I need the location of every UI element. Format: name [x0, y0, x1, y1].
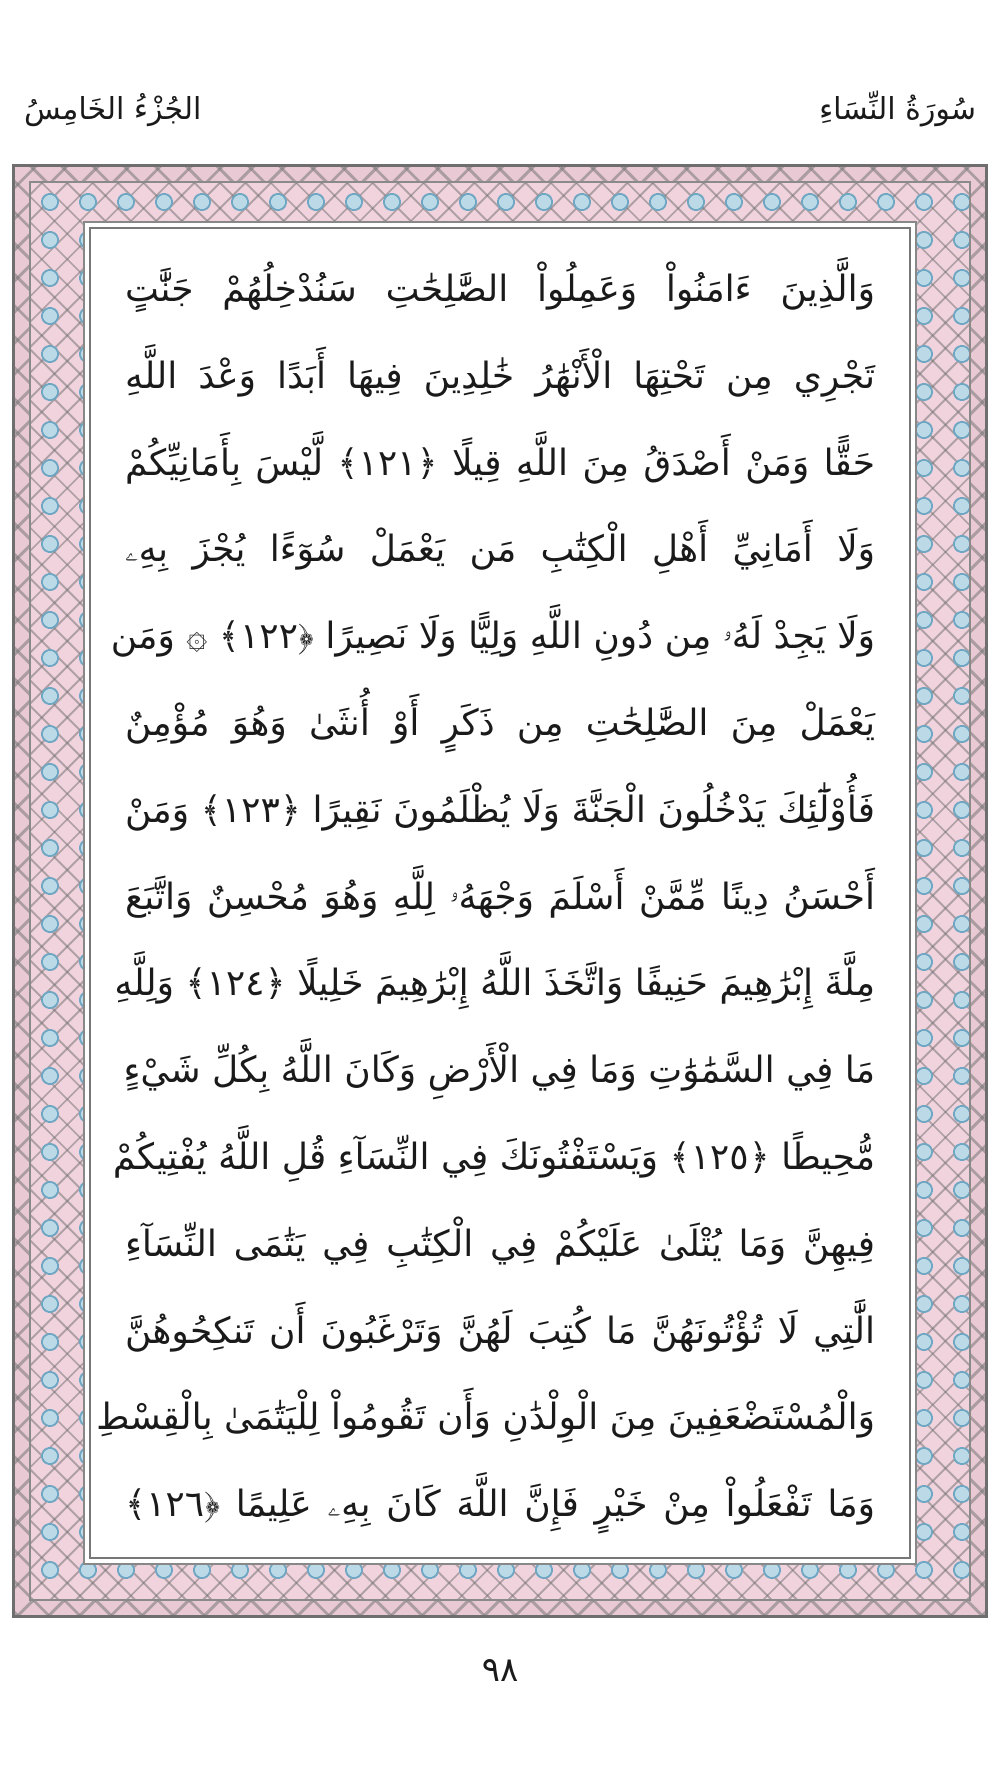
text-line-1: وَالَّذِينَ ءَامَنُواْ وَعَمِلُواْ الصَّٰلِحَٰتِ سَنُدْخِلُهُمْ جَنَّٰتٍ — [125, 269, 875, 310]
text-line-12: فِيهِنَّ وَمَا يُتْلَىٰ عَلَيْكُمْ فِي الْكِتَٰبِ فِي يَتَٰمَى النِّسَآءِ — [125, 1223, 875, 1265]
text-line-4: وَلَا أَمَانِيِّ أَهْلِ الْكِتَٰبِ مَن يَعْمَلْ سُوٓءًا يُجْزَ بِهِۦ — [125, 529, 875, 571]
text-line-7: فَأُوْلَٰٓئِكَ يَدْخُلُونَ الْجَنَّةَ وَلَا يُظْلَمُونَ نَقِيرًا ﴿١٢٣﴾ وَمَنْ — [125, 789, 875, 831]
quran-text-panel — [89, 227, 911, 1559]
text-line-11: مُّحِيطًا ﴿١٢٥﴾ وَيَسْتَفْتُونَكَ فِي النِّسَآءِ قُلِ اللَّهُ يُفْتِيكُمْ — [112, 1136, 875, 1178]
text-line-5: وَلَا يَجِدْ لَهُۥ مِن دُونِ اللَّهِ وَلِيًّا وَلَا نَصِيرًا ﴿١٢٢﴾ ۞ وَمَن — [110, 616, 875, 658]
text-line-9: مِلَّةَ إِبْرَٰهِيمَ حَنِيفًا وَاتَّخَذَ اللَّهُ إِبْرَٰهِيمَ خَلِيلًا ﴿١٢٤﴾ وَلِلَّهِ — [114, 963, 875, 1005]
text-line-13: الَّٰتِي لَا تُؤْتُونَهُنَّ مَا كُتِبَ لَهُنَّ وَتَرْغَبُونَ أَن تَنكِحُوهُنَّ — [125, 1310, 875, 1352]
text-line-8: أَحْسَنُ دِينًا مِّمَّنْ أَسْلَمَ وَجْهَهُۥ لِلَّهِ وَهُوَ مُحْسِنٌ وَاتَّبَعَ — [125, 876, 875, 918]
page-header — [0, 92, 1000, 142]
text-line-10: مَا فِي السَّمَٰوَٰتِ وَمَا فِي الْأَرْضِ وَكَانَ اللَّهُ بِكُلِّ شَيْءٍ — [123, 1050, 875, 1092]
text-line-15: وَمَا تَفْعَلُواْ مِنْ خَيْرٍ فَإِنَّ اللَّهَ كَانَ بِهِۦ عَلِيمًا ﴿١٢٦﴾ — [125, 1484, 875, 1526]
text-line-2: تَجْرِي مِن تَحْتِهَا الْأَنْهَٰرُ خَٰلِدِينَ فِيهَا أَبَدًا وَعْدَ اللَّهِ — [125, 355, 875, 397]
juz-name: الجُزْءُ الخَامِسُ — [24, 92, 202, 127]
page-number: ٩٨ — [481, 1650, 519, 1690]
text-line-3: حَقًّا وَمَنْ أَصْدَقُ مِنَ اللَّهِ قِيلًا ﴿١٢١﴾ لَّيْسَ بِأَمَانِيِّكُمْ — [125, 442, 876, 484]
surah-name: سُورَةُ النِّسَاءِ — [819, 92, 976, 127]
text-line-14: وَالْمُسْتَضْعَفِينَ مِنَ الْوِلْدَٰنِ وَأَن تَقُومُواْ لِلْيَتَٰمَىٰ بِالْقِسْطِ — [96, 1397, 875, 1439]
ornamental-frame — [12, 164, 988, 1618]
text-line-6: يَعْمَلْ مِنَ الصَّٰلِحَٰتِ مِن ذَكَرٍ أَوْ أُنثَىٰ وَهُوَ مُؤْمِنٌ — [125, 702, 875, 744]
